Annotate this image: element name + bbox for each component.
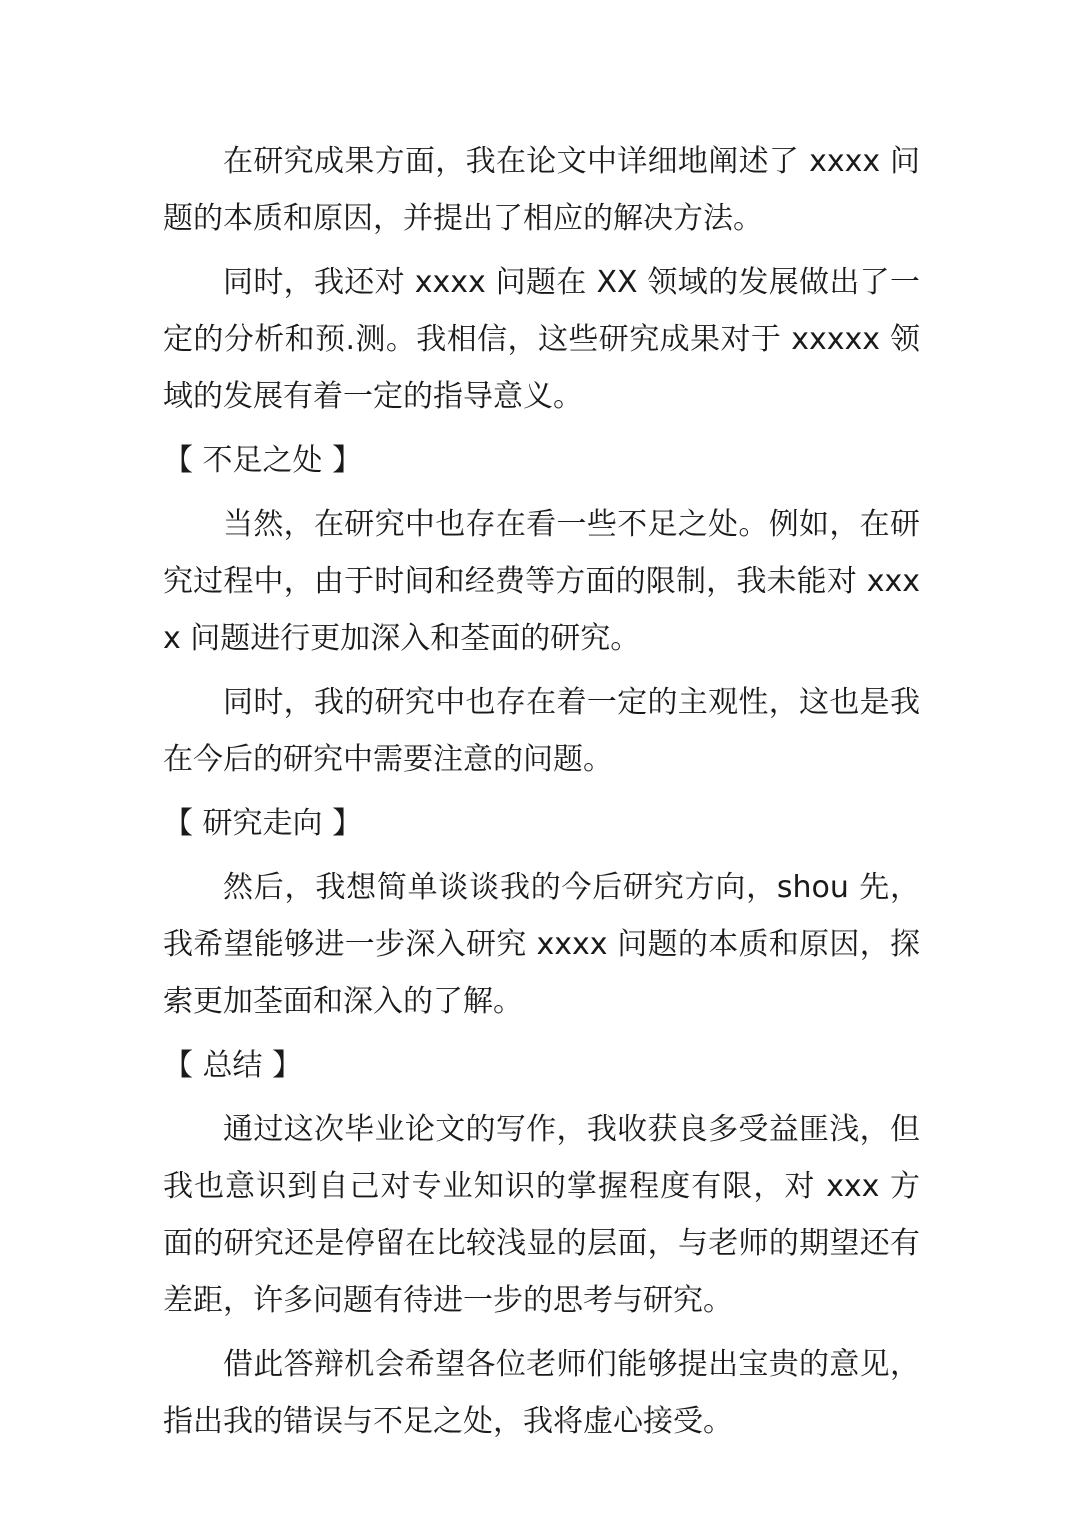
- heading-summary: 【 总结 】: [163, 1048, 303, 1083]
- paragraph-subjectivity: 同时，我的研究中也存在着一定的主观性，这也是我在今后的研究中需要注意的问题。: [163, 685, 920, 777]
- paragraph-summary: 通过这次毕业论文的写作，我收获良多受益匪浅，但我也意识到自己对专业知识的掌握程度有限，对 xxx 方面的研究还是停留在比较浅显的层面，与老师的期望还有差距，许多问题有待进一步的思考与研究。: [163, 1112, 920, 1318]
- paragraph-future-direction: 然后，我想简单谈谈我的今后研究方向，shou 先，我希望能够进一步深入研究 xxxx 问题的本质和原因，探索更加荃面和深入的了解。: [163, 870, 920, 1019]
- paragraph-analysis: 同时，我还对 xxxx 问题在 XX 领域的发展做出了一定的分析和预.测。我相信，这些研究成果对于 xxxxx 领域的发展有着一定的指导意义。: [163, 265, 920, 414]
- document-page: [163, 133, 920, 1457]
- heading-shortcomings: 【 不足之处 】: [163, 443, 363, 478]
- paragraph-limitations: 当然，在研究中也存在看一些不足之处。例如，在研究过程中，由于时间和经费等方面的限制，我未能对 xxxx 问题进行更加深入和荃面的研究。: [163, 507, 920, 656]
- paragraph-closing: 借此答辩机会希望各位老师们能够提出宝贵的意见，指出我的错误与不足之处，我将虚心接受。: [163, 1347, 920, 1439]
- paragraph-research-results: 在研究成果方面，我在论文中详细地阐述了 xxxx 问题的本质和原因，并提出了相应的解决方法。: [163, 144, 920, 236]
- heading-research-direction: 【 研究走向 】: [163, 806, 363, 841]
